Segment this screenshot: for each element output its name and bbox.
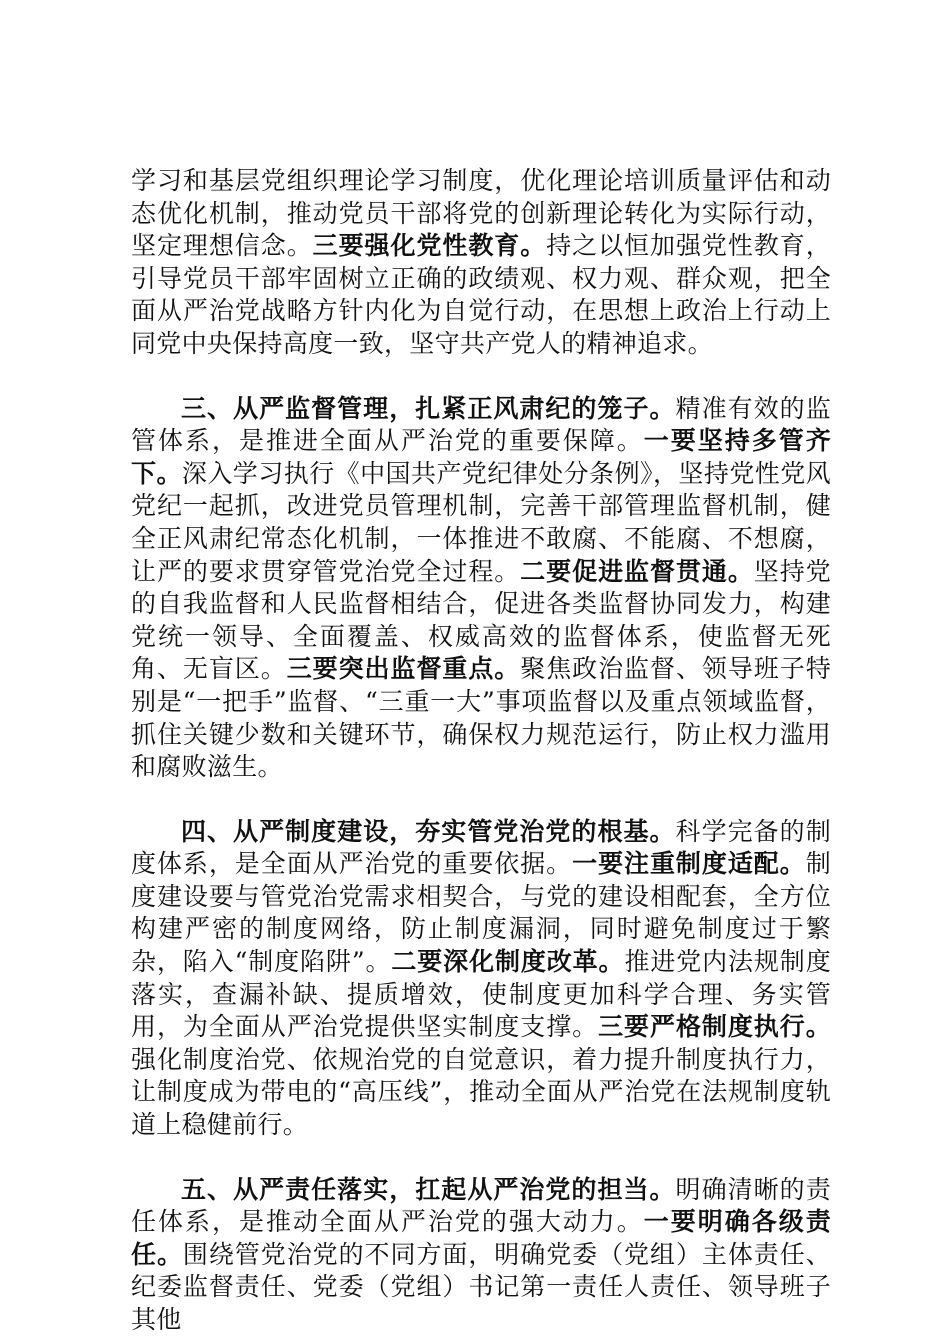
bold-heading: 一要坚持多管齐下。 <box>131 426 831 488</box>
paragraph-text: 精准有效的监管体系，是推进全面从严治党的重要保障。 <box>131 393 831 456</box>
paragraph-text: 强化制度治党、依规治党的自觉意识，着力提升制度执行力，让制度成为带电的“高压线”，推动全面从严治党在法规制度轨道上稳健前行。 <box>131 1044 831 1140</box>
paragraph-text: 推进党内法规制度落实，查漏补缺、提质增效，使制度更加科学合理、务实管用，为全面从严治党提供坚实制度支撑。 <box>131 947 831 1042</box>
paragraph-theory-study <box>131 165 831 361</box>
section-heading-three: 三、从严监督管理，扎紧正风肃纪的笼子。 <box>181 393 676 423</box>
section-heading-four: 四、从严制度建设，夯实管党治党的根基。 <box>181 816 676 846</box>
bold-heading: 三要突出监督重点。 <box>286 654 521 684</box>
paragraph-text: 坚持党的自我监督和人民监督相结合，促进各类监督协同发力，构建党统一领导、全面覆盖、权威高效的监督体系，使监督无死角、无盲区。 <box>131 556 831 684</box>
bold-heading: 一要明确各级责任。 <box>131 1207 831 1269</box>
bold-heading: 三要严格制度执行。 <box>598 1012 832 1042</box>
paragraph-text: 明确清晰的责任体系，是推动全面从严治党的强大动力。 <box>131 1174 831 1237</box>
document-body <box>131 165 831 1337</box>
paragraph-section-three <box>131 393 831 784</box>
paragraph-section-five <box>131 1174 831 1337</box>
paragraph-section-four <box>131 816 831 1142</box>
paragraph-text: 制度建设要与管党治党需求相契合，与党的建设相配套，全方位构建严密的制度网络，防止制度漏洞，同时避免制度过于繁杂，陷入“制度陷阱”。 <box>131 849 831 977</box>
bold-heading-party-spirit: 三要强化党性教育。 <box>312 231 547 261</box>
paragraph-text: 深入学习执行《中国共产党纪律处分条例》，坚持党性党风党纪一起抓，改进党员管理机制，完善干部管理监督机制，健全正风肃纪常态化机制，一体推进不敢腐、不能腐、不想腐，让严的要求贯穿管党治党全过程。 <box>131 458 831 586</box>
section-heading-five: 五、从严责任落实，扛起从严治党的担当。 <box>181 1174 676 1204</box>
paragraph-text: 聚焦政治监督、领导班子特别是“一把手”监督、“三重一大”事项监督以及重点领域监督，抓住关键少数和关键环节，确保权力规范运行，防止权力滥用和腐败滋生。 <box>131 654 831 782</box>
bold-heading: 一要注重制度适配。 <box>572 849 806 879</box>
bold-heading: 二要促进监督贯通。 <box>520 556 754 586</box>
bold-heading: 二要深化制度改革。 <box>391 947 625 977</box>
paragraph-text: 持之以恒加强党性教育，引导党员干部牢固树立正确的政绩观、权力观、群众观，把全面从严治党战略方针内化为自觉行动，在思想上政治上行动上同党中央保持高度一致，坚守共产党人的精神追求。 <box>131 231 831 358</box>
paragraph-text: 围绕管党治党的不同方面，明确党委（党组）主体责任、纪委监督责任、党委（党组）书记第一责任人责任、领导班子其他 <box>131 1239 831 1334</box>
paragraph-text: 学习和基层党组织理论学习制度，优化理论培训质量评估和动态优化机制，推动党员干部将党的创新理论转化为实际行动，坚定理想信念。 <box>131 166 831 261</box>
paragraph-text: 科学完备的制度体系，是全面从严治党的重要依据。 <box>131 816 831 879</box>
